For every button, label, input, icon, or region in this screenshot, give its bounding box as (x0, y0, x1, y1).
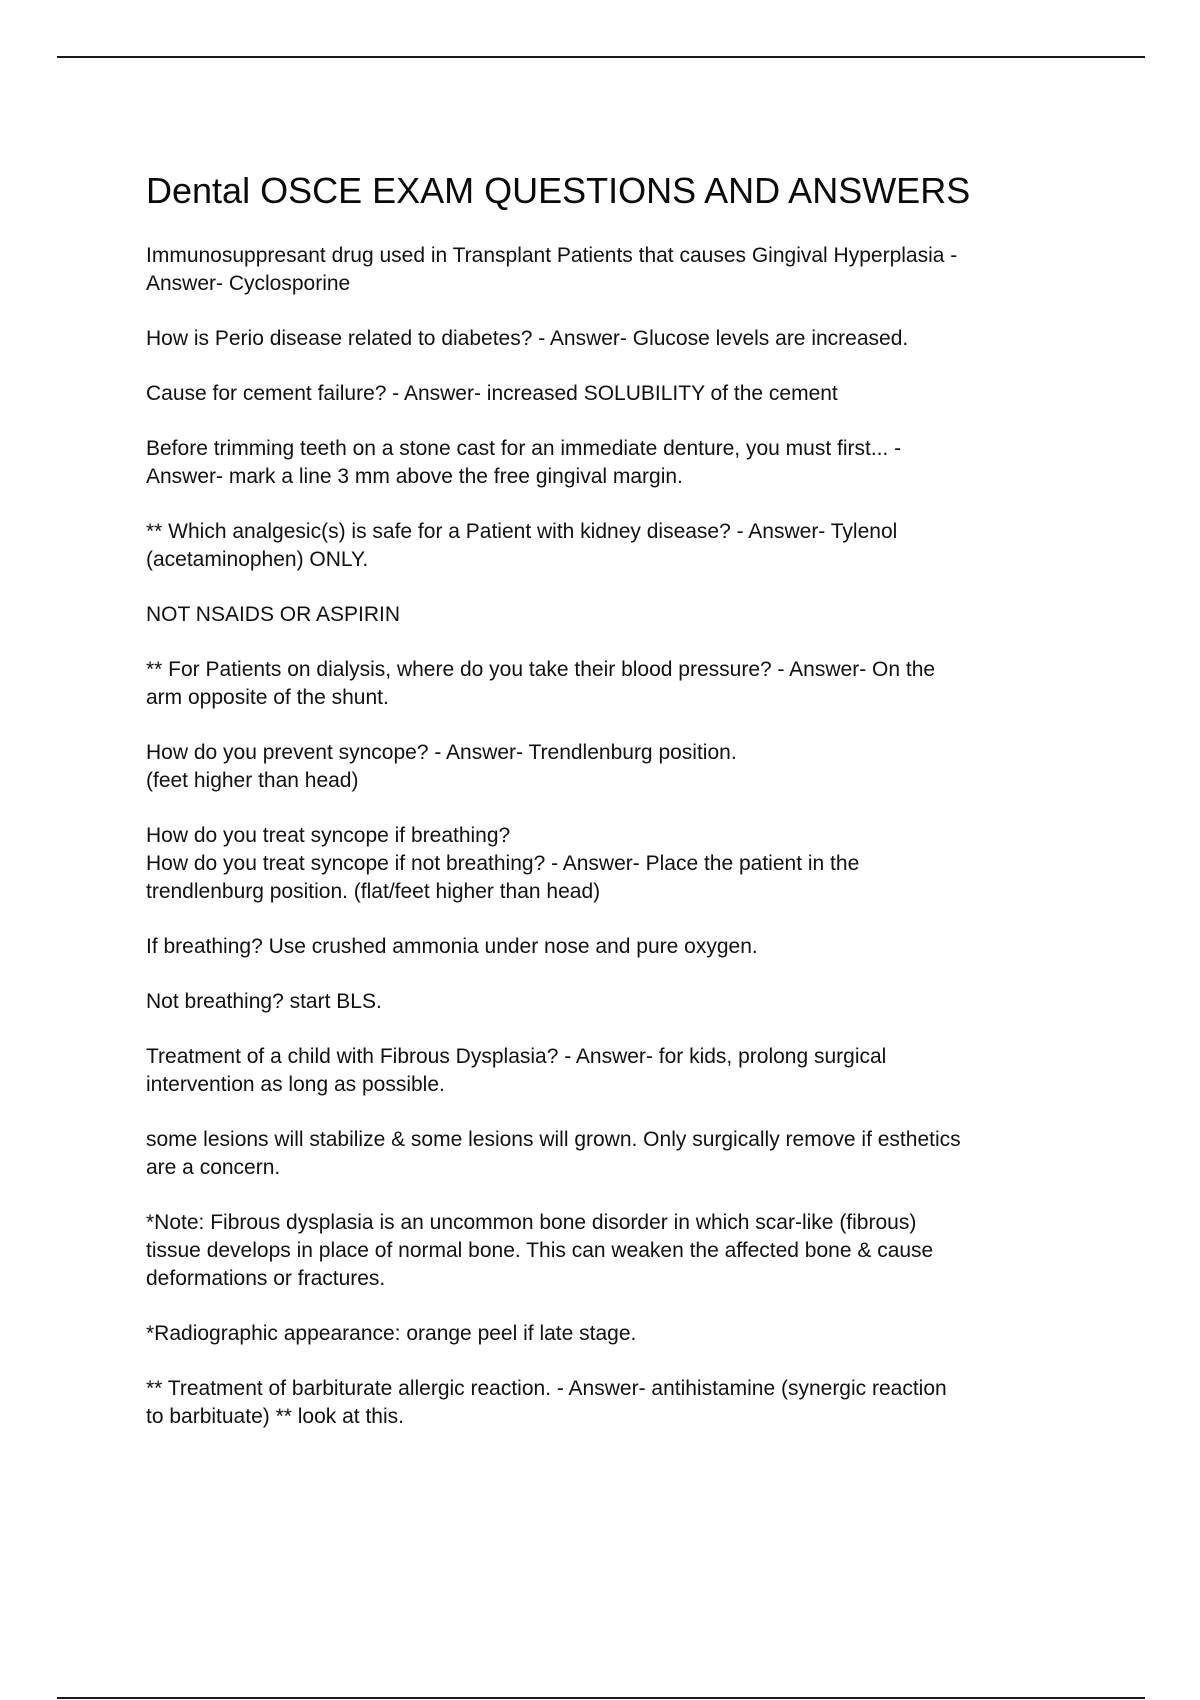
qa-item-immediate-denture (146, 435, 1106, 491)
note-no-nsaids (146, 601, 1106, 629)
footer-rule (57, 1697, 1145, 1699)
text-line: (feet higher than head) (146, 769, 359, 792)
text-line: are a concern. (146, 1156, 281, 1179)
qa-item-perio-diabetes (146, 325, 1106, 353)
text-line: ** Treatment of barbiturate allergic reaction. - Answer- antihistamine (synergic reaction (146, 1377, 947, 1400)
text-line: some lesions will stabilize & some lesions will grown. Only surgically remove if esthetics (146, 1128, 961, 1151)
header-rule (57, 56, 1145, 58)
qa-item-treat-syncope (146, 822, 1106, 906)
note-lesions (146, 1126, 1106, 1182)
text-line: *Radiographic appearance: orange peel if late stage. (146, 1322, 637, 1345)
note-radiographic-appearance (146, 1320, 1106, 1348)
qa-item-kidney-analgesic (146, 518, 1106, 574)
page-title: Dental OSCE EXAM QUESTIONS AND ANSWERS (146, 170, 971, 211)
text-line: How do you prevent syncope? - Answer- Trendlenburg position. (146, 741, 737, 764)
text-line: Immunosuppresant drug used in Transplant Patients that causes Gingival Hyperplasia - (146, 244, 958, 267)
text-line: Not breathing? start BLS. (146, 990, 382, 1013)
text-line: ** Which analgesic(s) is safe for a Patient with kidney disease? - Answer- Tylenol (146, 520, 898, 543)
text-line: Cause for cement failure? - Answer- increased SOLUBILITY of the cement (146, 382, 838, 405)
text-line: If breathing? Use crushed ammonia under nose and pure oxygen. (146, 935, 758, 958)
qa-item-fibrous-dysplasia (146, 1043, 1106, 1099)
text-line: to barbituate) ** look at this. (146, 1405, 404, 1428)
qa-item-barbiturate-reaction (146, 1375, 1106, 1431)
text-line: (acetaminophen) ONLY. (146, 548, 369, 571)
text-line: tissue develops in place of normal bone. This can weaken the affected bone & cause (146, 1239, 934, 1262)
qa-item-prevent-syncope (146, 739, 1106, 795)
document-body (146, 242, 1106, 1458)
text-line: arm opposite of the shunt. (146, 686, 389, 709)
text-line: ** For Patients on dialysis, where do you take their blood pressure? - Answer- On the (146, 658, 936, 681)
text-line: NOT NSAIDS OR ASPIRIN (146, 603, 400, 626)
text-line: How is Perio disease related to diabetes? - Answer- Glucose levels are increased. (146, 327, 909, 350)
text-line: Answer- Cyclosporine (146, 272, 351, 295)
qa-item-cyclosporine (146, 242, 1106, 298)
text-line: Treatment of a child with Fibrous Dysplasia? - Answer- for kids, prolong surgical (146, 1045, 887, 1068)
text-line: Before trimming teeth on a stone cast for an immediate denture, you must first... - (146, 437, 902, 460)
text-line: *Note: Fibrous dysplasia is an uncommon bone disorder in which scar-like (fibrous) (146, 1211, 917, 1234)
note-fibrous-dysplasia-definition (146, 1209, 1106, 1293)
note-if-breathing (146, 933, 1106, 961)
text-line: intervention as long as possible. (146, 1073, 445, 1096)
text-line: How do you treat syncope if breathing? (146, 824, 511, 847)
note-not-breathing (146, 988, 1106, 1016)
qa-item-dialysis-bp (146, 656, 1106, 712)
text-line: Answer- mark a line 3 mm above the free gingival margin. (146, 465, 683, 488)
text-line: deformations or fractures. (146, 1267, 386, 1290)
text-line: How do you treat syncope if not breathing? - Answer- Place the patient in the (146, 852, 860, 875)
text-line: trendlenburg position. (flat/feet higher than head) (146, 880, 601, 903)
qa-item-cement-failure (146, 380, 1106, 408)
